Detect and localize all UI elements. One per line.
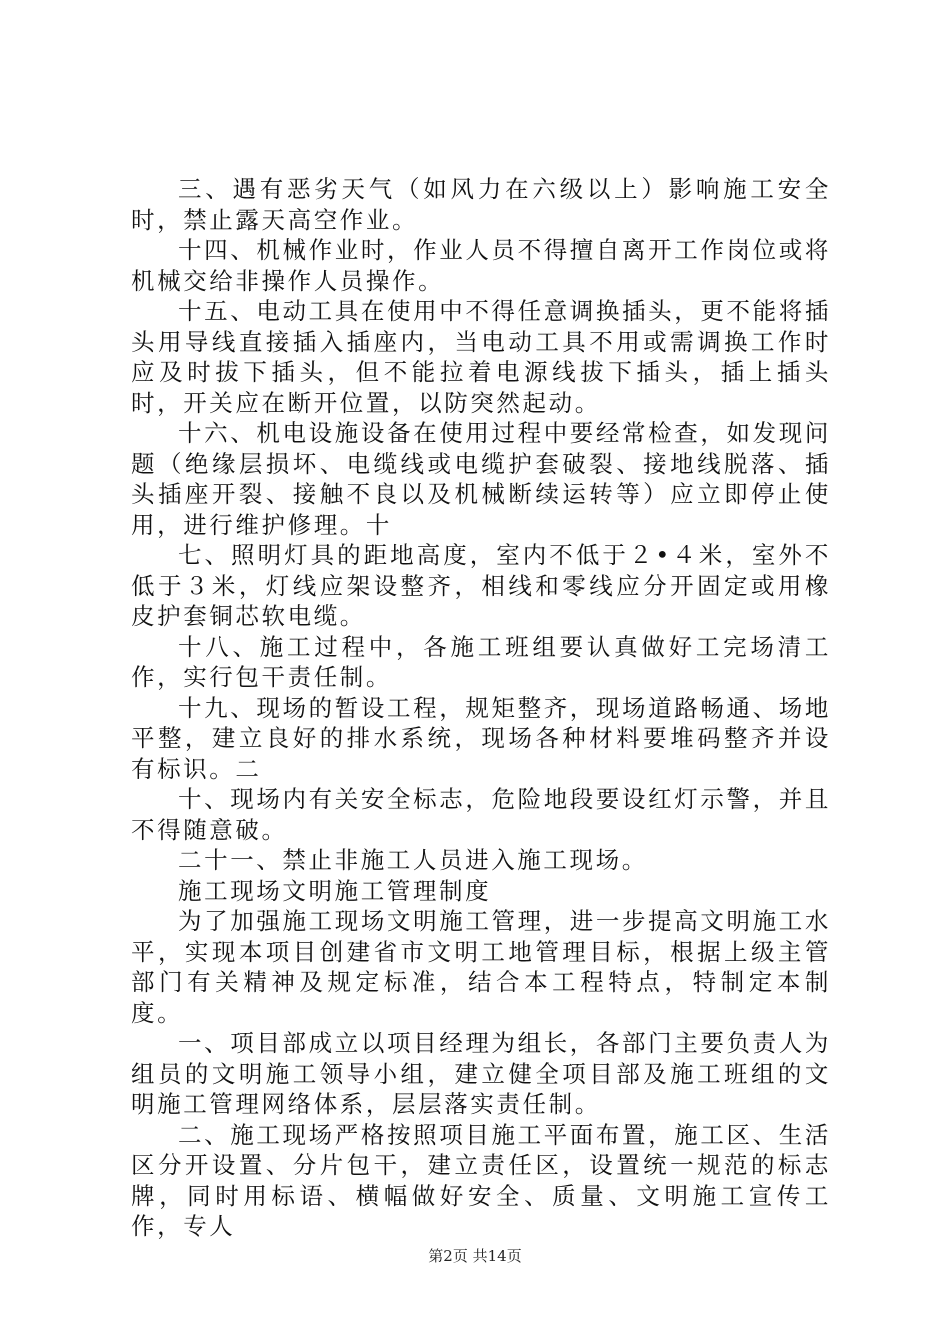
paragraph-rule-14: 十四、机械作业时，作业人员不得擅自离开工作岗位或将机械交给非操作人员操作。 — [131, 236, 831, 295]
document-body — [131, 174, 831, 1242]
paragraph-rule-17: 七、照明灯具的距地高度，室内不低于２•４米，室外不低于３米，灯线应架设整齐，相线和零线应分开固定或用橡皮护套铜芯软电缆。 — [131, 541, 831, 630]
paragraph-rule-18: 十八、施工过程中，各施工班组要认真做好工完场清工作，实行包干责任制。 — [131, 632, 831, 691]
paragraph-rule-19: 十九、现场的暂设工程，规矩整齐，现场道路畅通、场地平整，建立良好的排水系统，现场各种材料要堆码整齐并设有标识。二 — [131, 693, 831, 783]
paragraph-rule-15: 十五、电动工具在使用中不得任意调换插头，更不能将插头用导线直接插入插座内，当电动工具不用或需调换工作时应及时拔下插头，但不能拉着电源线拔下插头，插上插头时，开关应在断开位置，以防突然起动。 — [131, 297, 831, 417]
paragraph-rule-21: 二十一、禁止非施工人员进入施工现场。 — [178, 846, 648, 874]
paragraph-item-1: 一、项目部成立以项目经理为组长，各部门主要负责人为组员的文明施工领导小组，建立健全项目部及施工班组的文明施工管理网络体系，层层落实责任制。 — [131, 1029, 831, 1118]
section-heading: 施工现场文明施工管理制度 — [178, 876, 492, 905]
paragraph-rule-16: 十六、机电设施设备在使用过程中要经常检查，如发现问题（绝缘层损坏、电缆线或电缆护套破裂、接地线脱落、插头插座开裂、接触不良以及机械断续运转等）应立即停止使用，进行维护修理。十 — [131, 419, 831, 539]
paragraph-intro: 为了加强施工现场文明施工管理，进一步提高文明施工水平，实现本项目创建省市文明工地管理目标，根据上级主管部门有关精神及规定标准，结合本工程特点，特制定本制度。 — [131, 907, 831, 1027]
paragraph-item-2: 二、施工现场严格按照项目施工平面布置，施工区、生活区分开设置、分片包干，建立责任区，设置统一规范的标志牌，同时用标语、横幅做好安全、质量、文明施工宣传工作，专人 — [131, 1120, 831, 1240]
paragraph-rule-13: 三、遇有恶劣天气（如风力在六级以上）影响施工安全时，禁止露天高空作业。 — [131, 175, 831, 234]
paragraph-rule-20: 十、现场内有关安全标志，危险地段要设红灯示警，并且不得随意破。 — [131, 785, 831, 844]
page-number-footer: 第2页 共14页 — [428, 1247, 522, 1265]
